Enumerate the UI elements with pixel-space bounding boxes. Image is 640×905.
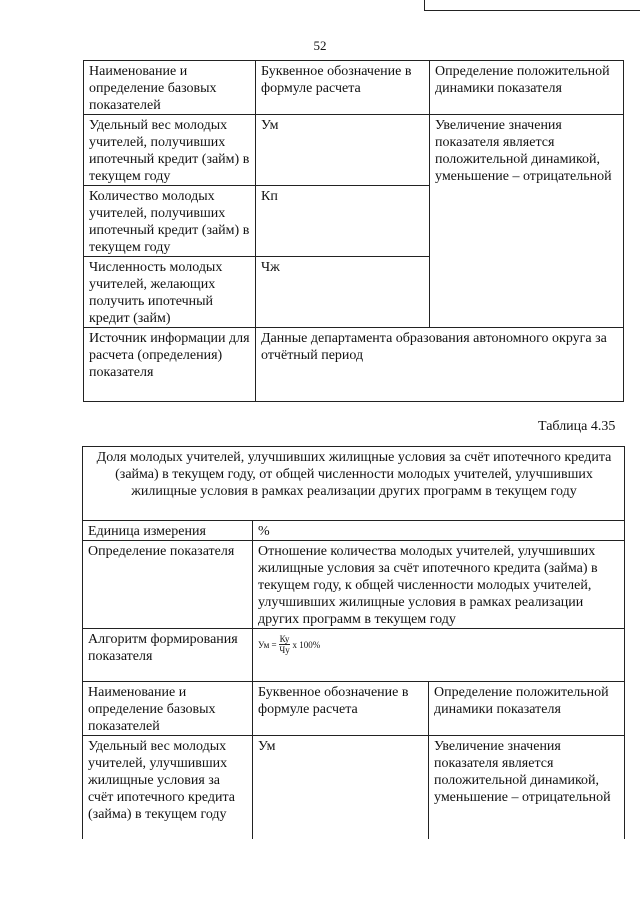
formula-denominator: Чу <box>279 645 290 655</box>
header-dynamics: Определение положительной динамики показателя <box>430 61 624 115</box>
source-value: Данные департамента образования автономного округа за отчётный период <box>256 328 624 402</box>
formula-numerator: Ку <box>279 634 290 644</box>
header-symbol: Буквенное обозначение в формуле расчета <box>256 61 430 115</box>
formula-cell <box>253 629 625 682</box>
dynamics-definition: Увеличение значения показателя является положительной динамикой, уменьшение – отрицательной <box>429 736 625 839</box>
indicator-table-2 <box>82 446 625 839</box>
table-row <box>84 115 624 186</box>
table-header-row <box>84 61 624 115</box>
page-number: 52 <box>313 38 327 53</box>
unit-label: Единица измерения <box>83 521 253 541</box>
formula <box>258 634 320 655</box>
table-row <box>83 736 625 839</box>
indicator-title-row <box>83 447 625 521</box>
indicator-table-1 <box>83 60 624 402</box>
base-indicator-name: Количество молодых учителей, получивших ипотечный кредит (займ) в текущем году <box>84 186 256 257</box>
base-indicator-symbol: Ум <box>253 736 429 839</box>
formula-fraction <box>279 634 291 655</box>
source-row <box>84 328 624 402</box>
header-symbol: Буквенное обозначение в формуле расчета <box>253 682 429 736</box>
table-caption: Таблица 4.35 <box>538 419 616 434</box>
algorithm-row <box>83 629 625 682</box>
header-name: Наименование и определение базовых показателей <box>83 682 253 736</box>
header-name: Наименование и определение базовых показателей <box>84 61 256 115</box>
table-header-row <box>83 682 625 736</box>
unit-row <box>83 521 625 541</box>
definition-label: Определение показателя <box>83 541 253 629</box>
definition-value: Отношение количества молодых учителей, улучшивших жилищные условия за счёт ипотечного кредита (займа) в текущем году, к общей численности молодых учителей, улучшивших жилищные условия в рамках реализации других программ в текущем году <box>253 541 625 629</box>
base-indicator-name: Численность молодых учителей, желающих получить ипотечный кредит (займ) <box>84 257 256 328</box>
formula-lhs: Ум = <box>258 639 277 650</box>
definition-row <box>83 541 625 629</box>
header-dynamics: Определение положительной динамики показателя <box>429 682 625 736</box>
unit-value: % <box>253 521 625 541</box>
base-indicator-name: Удельный вес молодых учителей, улучшивших жилищные условия за счёт ипотечного кредита (займа) в текущем году <box>83 736 253 839</box>
base-indicator-symbol: Чж <box>256 257 430 328</box>
dynamics-definition: Увеличение значения показателя является положительной динамикой, уменьшение – отрицательной <box>430 115 624 328</box>
source-label: Источник информации для расчета (определения) показателя <box>84 328 256 402</box>
base-indicator-symbol: Ум <box>256 115 430 186</box>
indicator-title: Доля молодых учителей, улучшивших жилищные условия за счёт ипотечного кредита (займа) в текущем году, от общей численности молодых учителей, улучшивших жилищные условия в рамках реализации других программ в текущем году <box>83 447 625 521</box>
base-indicator-name: Удельный вес молодых учителей, получивших ипотечный кредит (займ) в текущем году <box>84 115 256 186</box>
corner-frame <box>424 0 640 11</box>
base-indicator-symbol: Кп <box>256 186 430 257</box>
algorithm-label: Алгоритм формирования показателя <box>83 629 253 682</box>
formula-multiplier: x 100% <box>292 639 321 650</box>
